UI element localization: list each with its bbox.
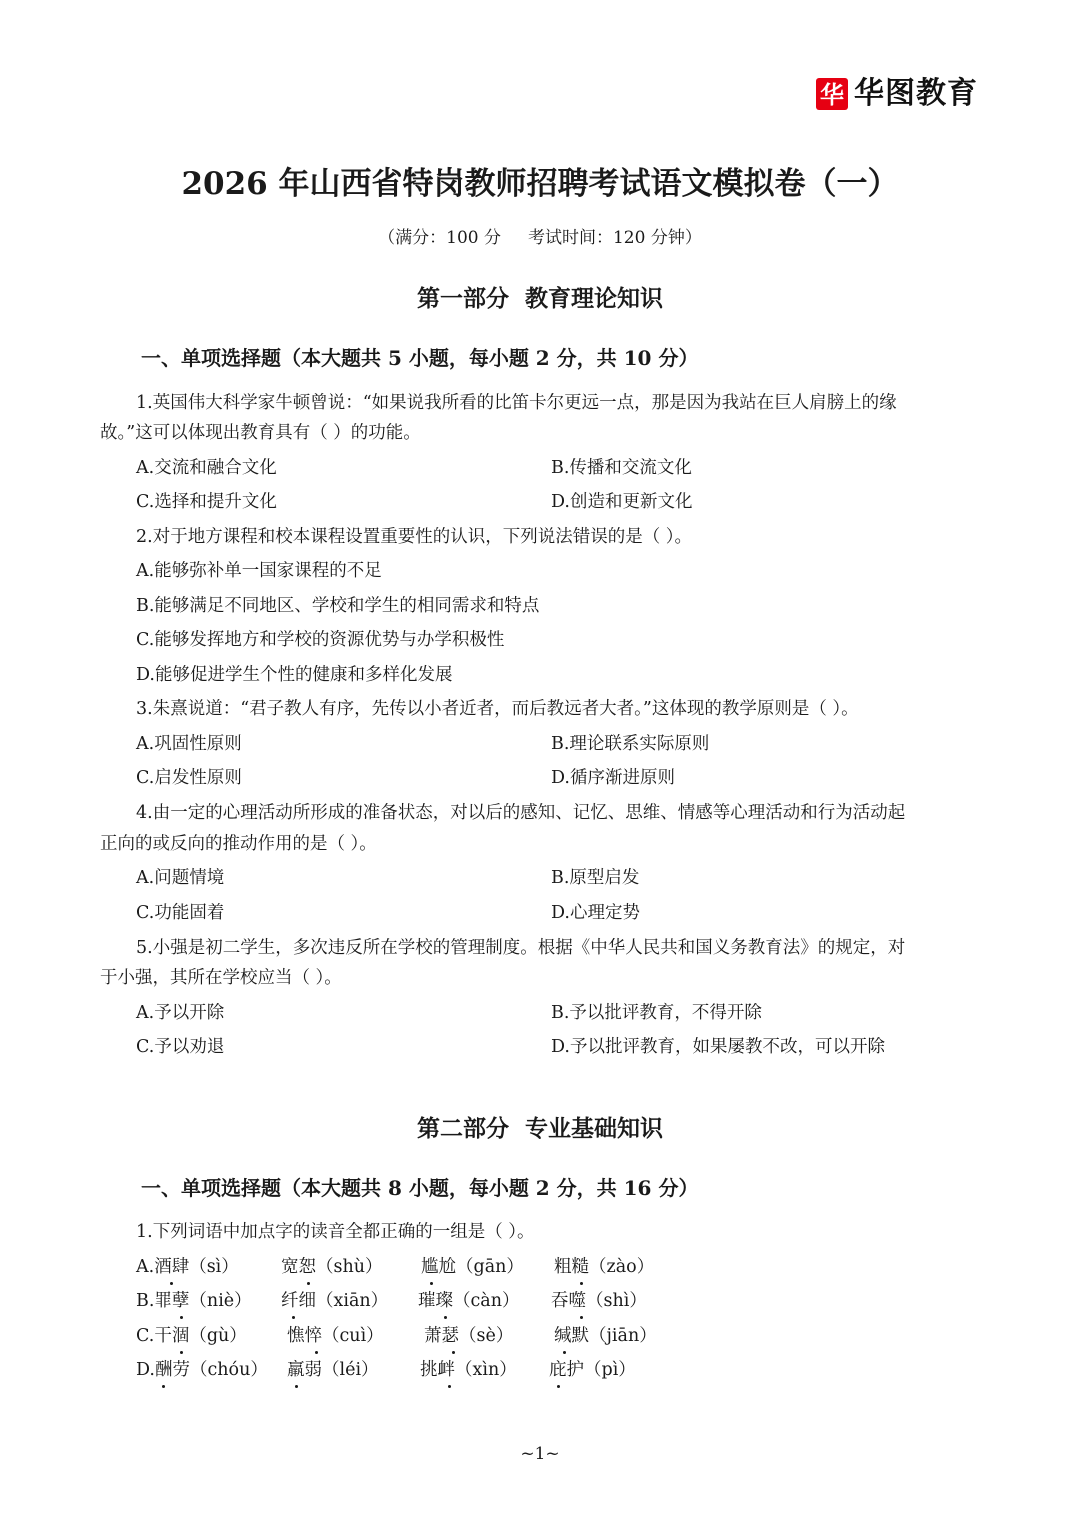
p1-q4-stem-line1: 4.由一定的心理活动所形成的准备状态，对以后的感知、记忆、思维、情感等心理活动和行为活动起 bbox=[136, 803, 906, 823]
p1-q4-option-c: C.功能固着 bbox=[136, 903, 225, 923]
p1-q3-option-a: A.巩固性原则 bbox=[136, 734, 242, 754]
emphasis-dot bbox=[292, 1316, 295, 1319]
p1-q5-option-d: D.予以批评教育，如果屡教不改，可以开除 bbox=[551, 1037, 885, 1057]
p1-q2-option-d: D.能够促进学生个性的健康和多样化发展 bbox=[136, 665, 453, 685]
p1-q4-option-b: B.原型启发 bbox=[551, 868, 640, 888]
part2-section-title: 一、单项选择题（本大题共 8 小题，每小题 2 分，共 16 分） bbox=[141, 1176, 699, 1200]
p1-q4-option-a: A.问题情境 bbox=[136, 868, 225, 888]
logo-text: 华图教育 bbox=[854, 76, 978, 111]
exam-title: 2026 年山西省特岗教师招聘考试语文模拟卷（一） bbox=[181, 166, 899, 202]
emphasis-dot bbox=[444, 1316, 447, 1319]
p1-q1-stem-line1: 1.英国伟大科学家牛顿曾说：“如果说我所看的比笛卡尔更远一点，那是因为我站在巨人肩膀上的缘 bbox=[136, 393, 897, 413]
exam-subtitle: （满分：100 分 考试时间：120 分钟） bbox=[378, 228, 702, 248]
p1-q2-option-a: A.能够弥补单一国家课程的不足 bbox=[136, 561, 382, 581]
p1-q1-stem-line2: 故。”这可以体现出教育具有（ ）的功能。 bbox=[100, 423, 421, 443]
p2-q1-row-b-word1: B.罪孽（niè） bbox=[136, 1291, 252, 1311]
emphasis-dot bbox=[170, 1282, 173, 1285]
p1-q5-option-b: B.予以批评教育，不得开除 bbox=[551, 1003, 762, 1023]
p1-q2-option-c: C.能够发挥地方和学校的资源优势与办学积极性 bbox=[136, 630, 505, 650]
p1-q3-stem: 3.朱熹说道：“君子教人有序，先传以小者近者，而后教远者大者。”这体现的教学原则是（ ）。 bbox=[136, 699, 859, 719]
p2-q1-row-a-word4: 粗糙（zào） bbox=[554, 1257, 655, 1277]
p1-q3-option-d: D.循序渐进原则 bbox=[551, 768, 675, 788]
p1-q1-option-c: C.选择和提升文化 bbox=[136, 492, 277, 512]
p2-q1-row-c-word2: 憔悴（cuì） bbox=[287, 1326, 384, 1346]
p1-q5-stem-line1: 5.小强是初二学生，多次违反所在学校的管理制度。根据《中华人民共和国义务教育法》的规定，对 bbox=[136, 938, 906, 958]
page-number: ~1~ bbox=[520, 1444, 560, 1464]
p2-q1-row-a-word3: 尴尬（gān） bbox=[421, 1257, 524, 1277]
p2-q1-stem: 1.下列词语中加点字的读音全都正确的一组是（ ）。 bbox=[136, 1222, 535, 1242]
emphasis-dot bbox=[295, 1385, 298, 1388]
p2-q1-row-b-word3: 璀璨（càn） bbox=[418, 1291, 520, 1311]
emphasis-dot bbox=[448, 1385, 451, 1388]
p2-q1-row-d-word1: D.酬劳（chóu） bbox=[136, 1360, 268, 1380]
p1-q5-option-c: C.予以劝退 bbox=[136, 1037, 225, 1057]
emphasis-dot bbox=[430, 1282, 433, 1285]
brand-logo bbox=[816, 76, 978, 112]
emphasis-dot bbox=[563, 1351, 566, 1354]
p2-q1-row-c-word1: C.干涸（gù） bbox=[136, 1326, 247, 1346]
p2-q1-row-b-word2: 纤细（xiān） bbox=[281, 1291, 389, 1311]
emphasis-dot bbox=[452, 1351, 455, 1354]
p2-q1-row-a-word2: 宽恕（shù） bbox=[281, 1257, 383, 1277]
p1-q5-stem-line2: 于小强，其所在学校应当（ ）。 bbox=[100, 968, 342, 988]
p1-q3-option-c: C.启发性原则 bbox=[136, 768, 242, 788]
svg-text:华: 华 bbox=[820, 81, 844, 109]
p1-q4-stem-line2: 正向的或反向的推动作用的是（ ）。 bbox=[100, 834, 377, 854]
emphasis-dot bbox=[315, 1351, 318, 1354]
emphasis-dot bbox=[180, 1316, 183, 1319]
emphasis-dot bbox=[580, 1316, 583, 1319]
p1-q2-stem: 2.对于地方课程和校本课程设置重要性的认识，下列说法错误的是（ ）。 bbox=[136, 527, 693, 547]
p2-q1-row-d-word4: 庇护（pì） bbox=[549, 1360, 636, 1380]
emphasis-dot bbox=[180, 1351, 183, 1354]
p1-q2-option-b: B.能够满足不同地区、学校和学生的相同需求和特点 bbox=[136, 596, 540, 616]
part2-title: 第二部分 专业基础知识 bbox=[416, 1115, 663, 1142]
emphasis-dot bbox=[307, 1282, 310, 1285]
p1-q4-option-d: D.心理定势 bbox=[551, 903, 640, 923]
p2-q1-row-b-word4: 吞噬（shì） bbox=[551, 1291, 647, 1311]
emphasis-dot bbox=[162, 1385, 165, 1388]
part1-title: 第一部分 教育理论知识 bbox=[416, 285, 663, 312]
p1-q3-option-b: B.理论联系实际原则 bbox=[551, 734, 710, 754]
p1-q1-option-a: A.交流和融合文化 bbox=[136, 458, 277, 478]
p2-q1-row-d-word2: 羸弱（léi） bbox=[287, 1360, 379, 1380]
emphasis-dot bbox=[580, 1282, 583, 1285]
emphasis-dot bbox=[557, 1385, 560, 1388]
p2-q1-row-c-word4: 缄默（jiān） bbox=[554, 1326, 657, 1346]
part1-section-title: 一、单项选择题（本大题共 5 小题，每小题 2 分，共 10 分） bbox=[141, 346, 699, 370]
p1-q1-option-d: D.创造和更新文化 bbox=[551, 492, 693, 512]
p1-q1-option-b: B.传播和交流文化 bbox=[551, 458, 692, 478]
p1-q5-option-a: A.予以开除 bbox=[136, 1003, 225, 1023]
p2-q1-row-d-word3: 挑衅（xìn） bbox=[420, 1360, 517, 1380]
huatu-logo-icon bbox=[816, 78, 848, 110]
p2-q1-row-c-word3: 萧瑟（sè） bbox=[424, 1326, 514, 1346]
p2-q1-row-a-word1: A.酒肆（sì） bbox=[136, 1257, 239, 1277]
